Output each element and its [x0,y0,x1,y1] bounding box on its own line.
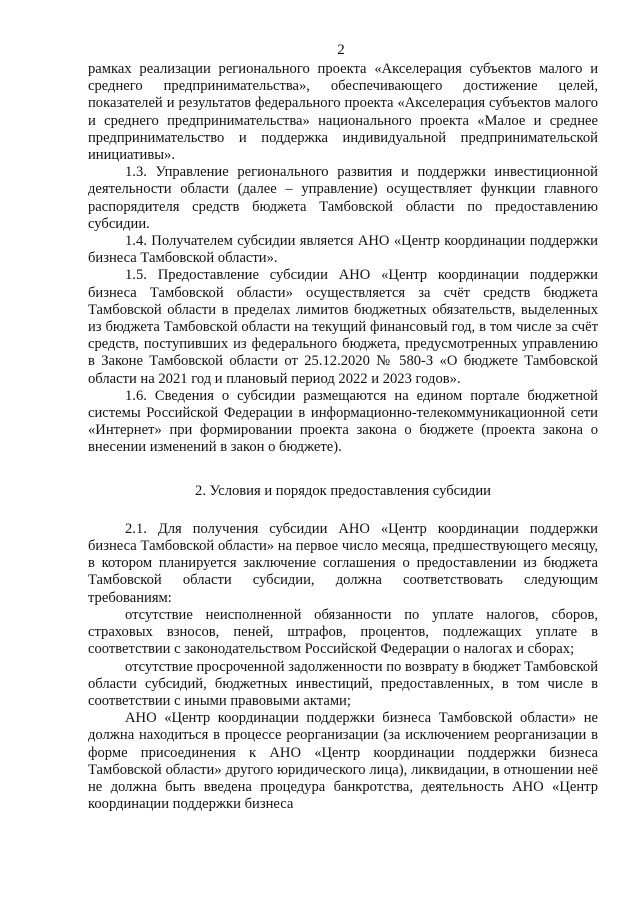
page-number: 2 [337,42,345,58]
paragraph-1-2-continuation: рамках реализации регионального проекта «Акселерация субъектов малого и среднего предпринимательства», обеспечивающего достижение целей, показателей и результатов федерального проекта «Акселерация субъектов малого и среднего предпринимательства» национального проекта «Малое и среднее предпринимательство и поддержка индивидуальной предпринимательской инициативы». [88,61,598,164]
document-page [88,40,598,813]
section-2-body [88,521,598,813]
paragraph-1-5: 1.5. Предоставление субсидии АНО «Центр координации поддержки бизнеса Тамбовской области» осуществляется за счёт средств бюджета Тамбовской области в пределах лимитов бюджетных обязательств, выделенных из бюджета Тамбовской области на текущий финансовый год, в том числе за счёт средств, поступивших из федерального бюджета, предусмотренных управлению в Законе Тамбовской области от 25.12.2020 № 580-З «О бюджете Тамбовской области на 2021 год и плановый период 2022 и 2023 годов». [88,267,598,387]
section-1-continuation [88,61,598,457]
requirement-no-overdue-debt: отсутствие просроченной задолженности по возврату в бюджет Тамбовской области субсидий, бюджетных инвестиций, предоставленных, в том числе в соответствии с иными правовыми актами; [88,658,598,709]
paragraph-1-3: 1.3. Управление регионального развития и поддержки инвестиционной деятельности области (далее – управление) осуществляет функции главного распорядителя средств бюджета Тамбовской области по предоставлению субсидии. [88,164,598,232]
paragraph-1-6: 1.6. Сведения о субсидии размещаются на едином портале бюджетной системы Российской Федерации в информационно-телекоммуникационной сети «Интернет» при формировании проекта закона о бюджете (проекта закона о внесении изменений в закон о бюджете). [88,387,598,456]
section-2-heading: 2. Условия и порядок предоставления субсидии [195,482,491,499]
paragraph-2-1: 2.1. Для получения субсидии АНО «Центр координации поддержки бизнеса Тамбовской области» на первое число месяца, предшествующего месяцу, в котором планируется заключение соглашения о предоставлении из бюджета Тамбовской области субсидии, должна соответствовать следующим требованиям: [88,520,598,606]
requirement-no-tax-debt: отсутствие неисполненной обязанности по уплате налогов, сборов, страховых взносов, пеней, штрафов, процентов, подлежащих уплате в соответствии с законодательством Российской Федерации о налогах и сборах; [88,606,598,658]
requirement-no-reorganization: АНО «Центр координации поддержки бизнеса Тамбовской области» не должна находиться в процессе реорганизации (за исключением реорганизации в форме присоединения к АНО «Центр координации поддержки бизнеса Тамбовской области» другого юридического лица), ликвидации, в отношении неё не должна быть введена процедура банкротства, деятельность АНО «Центр координации поддержки бизнеса [88,710,598,813]
paragraph-1-4: 1.4. Получателем субсидии является АНО «Центр координации поддержки бизнеса Тамбовской области». [88,233,598,267]
